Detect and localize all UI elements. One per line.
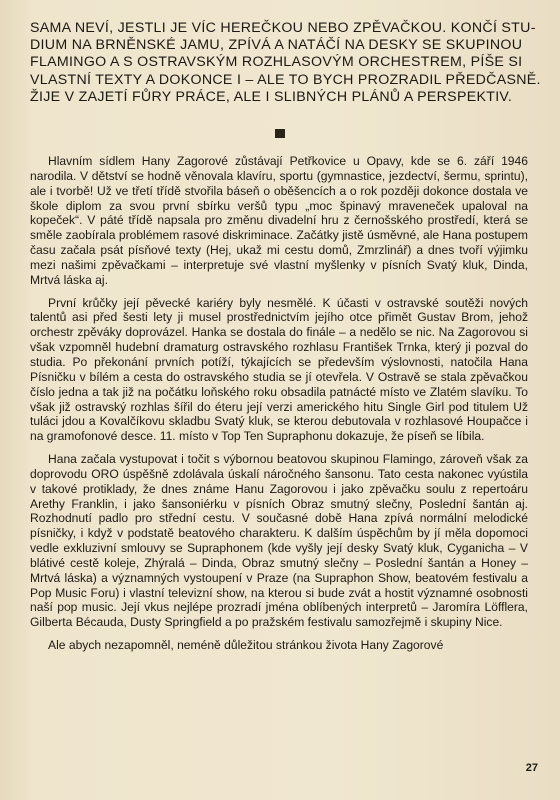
article-paragraph: První krůčky její pěvecké kariéry byly nesmělé. K účasti v ostravské soutěži nových talentů asi před šesti lety ji musel prostřednictvím jejího otce přimět Gustav Brom, jehož orchestr zpěváky doprovázel. Hanka se dostala do finále – a nedělo se nic. Na Zagorovou si však vzpomněl hudební dramaturg ostravského rozhlasu František Trnka, který ji pozval do studia. Po překonání prvních potíží, týkajících se především výslovnosti, natočila Hana Písničku v bílém a cesta do ostravského studia se jí otevřela. V Ostravě se stala zpěvačkou číslo jedna a tak již na počátku loňského roku obsadila patnácté místo ve Zlatém slavíku. To však již ostravský rozhlas šířil do éteru její verzi amerického hitu Single Girl pod titulem Už tuláci jdou a Kovalčíkovu skladbu Svatý kluk, se kterou debutovala v rozhlasové Houpačce i na gramofonové desce. 11. místo v Top Ten Supraphonu dokazuje, že píseň se líbila.: [30, 295, 528, 444]
article-paragraph: Ale abych nezapomněl, neméně důležitou stránkou života Hany Zagorové: [48, 638, 444, 653]
intro-line: DIUM NA BRNĚNSKÉ JAMU, ZPÍVÁ A NATÁČÍ NA DESKY SE SKUPINOU: [30, 37, 523, 54]
intro-line: ŽIJE V ZAJETÍ FŮRY PRÁCE, ALE I SLIBNÝCH PLÁNŮ A PERSPEKTIV.: [30, 88, 513, 105]
intro-line: VLASTNÍ TEXTY A DOKONCE I – ALE TO BYCH PROZRADIL PŘEDČASNĚ.: [30, 71, 541, 88]
intro-paragraph: [30, 20, 541, 106]
article-paragraph: Hlavním sídlem Hany Zagorové zůstávají Petřkovice u Opavy, kde se 6. září 1946 narodila. V dětství se hodně věnovala klavíru, sportu (gymnastice, jezdectví, šermu, sprintu), ale i tvorbě! Už ve třetí třídě stvořila báseň o oběšencích a o rok později dokonce dostala ve škole diplom za svou první sbírku veršů typu „moc špinavý mraveneček upaloval na kopeček“. V páté třídě napsala pro změnu divadelní hru z černošského prostředí, která se směle zaobírala problémem rasové diskriminace. Začátky jistě úsměvné, ale Hana postupem času začala psát písňové texty (Hej, ukaž mi cestu domů, Zmrzlinář) a dnes tvoří výjimku mezi našimi zpěvačkami – interpretuje své vlastní myšlenky v písních Svatý kluk, Dinda, Mrtvá láska aj.: [30, 154, 528, 287]
page-number: 27: [525, 762, 538, 774]
article-body: [30, 154, 528, 653]
intro-lead: [30, 20, 541, 106]
article-paragraph: Hana začala vystupovat i točit s výbornou beatovou skupinou Flamingo, zároveň však za doprovodu ORO úspěšně zdolávala úskalí náročného šansonu. Tato cesta nakonec vyústila v takové protiklady, že dnes známe Hanu Zagorovou i jako zpěvačku soulu z repertoáru Arethy Franklin, i jako šansoniérku v písních Obraz smutný slečny, Poslední šantán aj. Rozhodnutí padlo pro střední cestu. V současné době Hana zpívá normální melodické písničky, i když v podstatě beatového charakteru. K dalším úspěchům by jí měla dopomoci vedle exkluzivní smlouvy se Supraphonem (kde vyšly její desky Svatý kluk, Cyganicha – V blátivé cestě koleje, Zhýralá – Dinda, Obraz smutný slečny – Poslední šantán a Honey – Mrtvá láska) a významných vystoupení v Praze (na Supraphon Show, beatovém festivalu a Pop Music Foru) i vlastní televizní show, na kterou si bude zvát a hostit významné osobnosti naší pop music. Její vkus nejlépe prozradí jména oblíbených interpretů – Jaromíra Löfflera, Gilberta Bécauda, Dusty Springfield a po pražském festivalu samozřejmě i skupiny Nice.: [30, 452, 528, 630]
intro-line: FLAMINGO A S OSTRAVSKÝM ROZHLASOVÝM ORCHESTREM, PÍŠE SI: [30, 54, 523, 71]
section-marker-icon: [275, 129, 285, 138]
intro-line: SAMA NEVÍ, JESTLI JE VÍC HEREČKOU NEBO ZPĚVAČKOU. KONČÍ STU-: [30, 20, 536, 36]
